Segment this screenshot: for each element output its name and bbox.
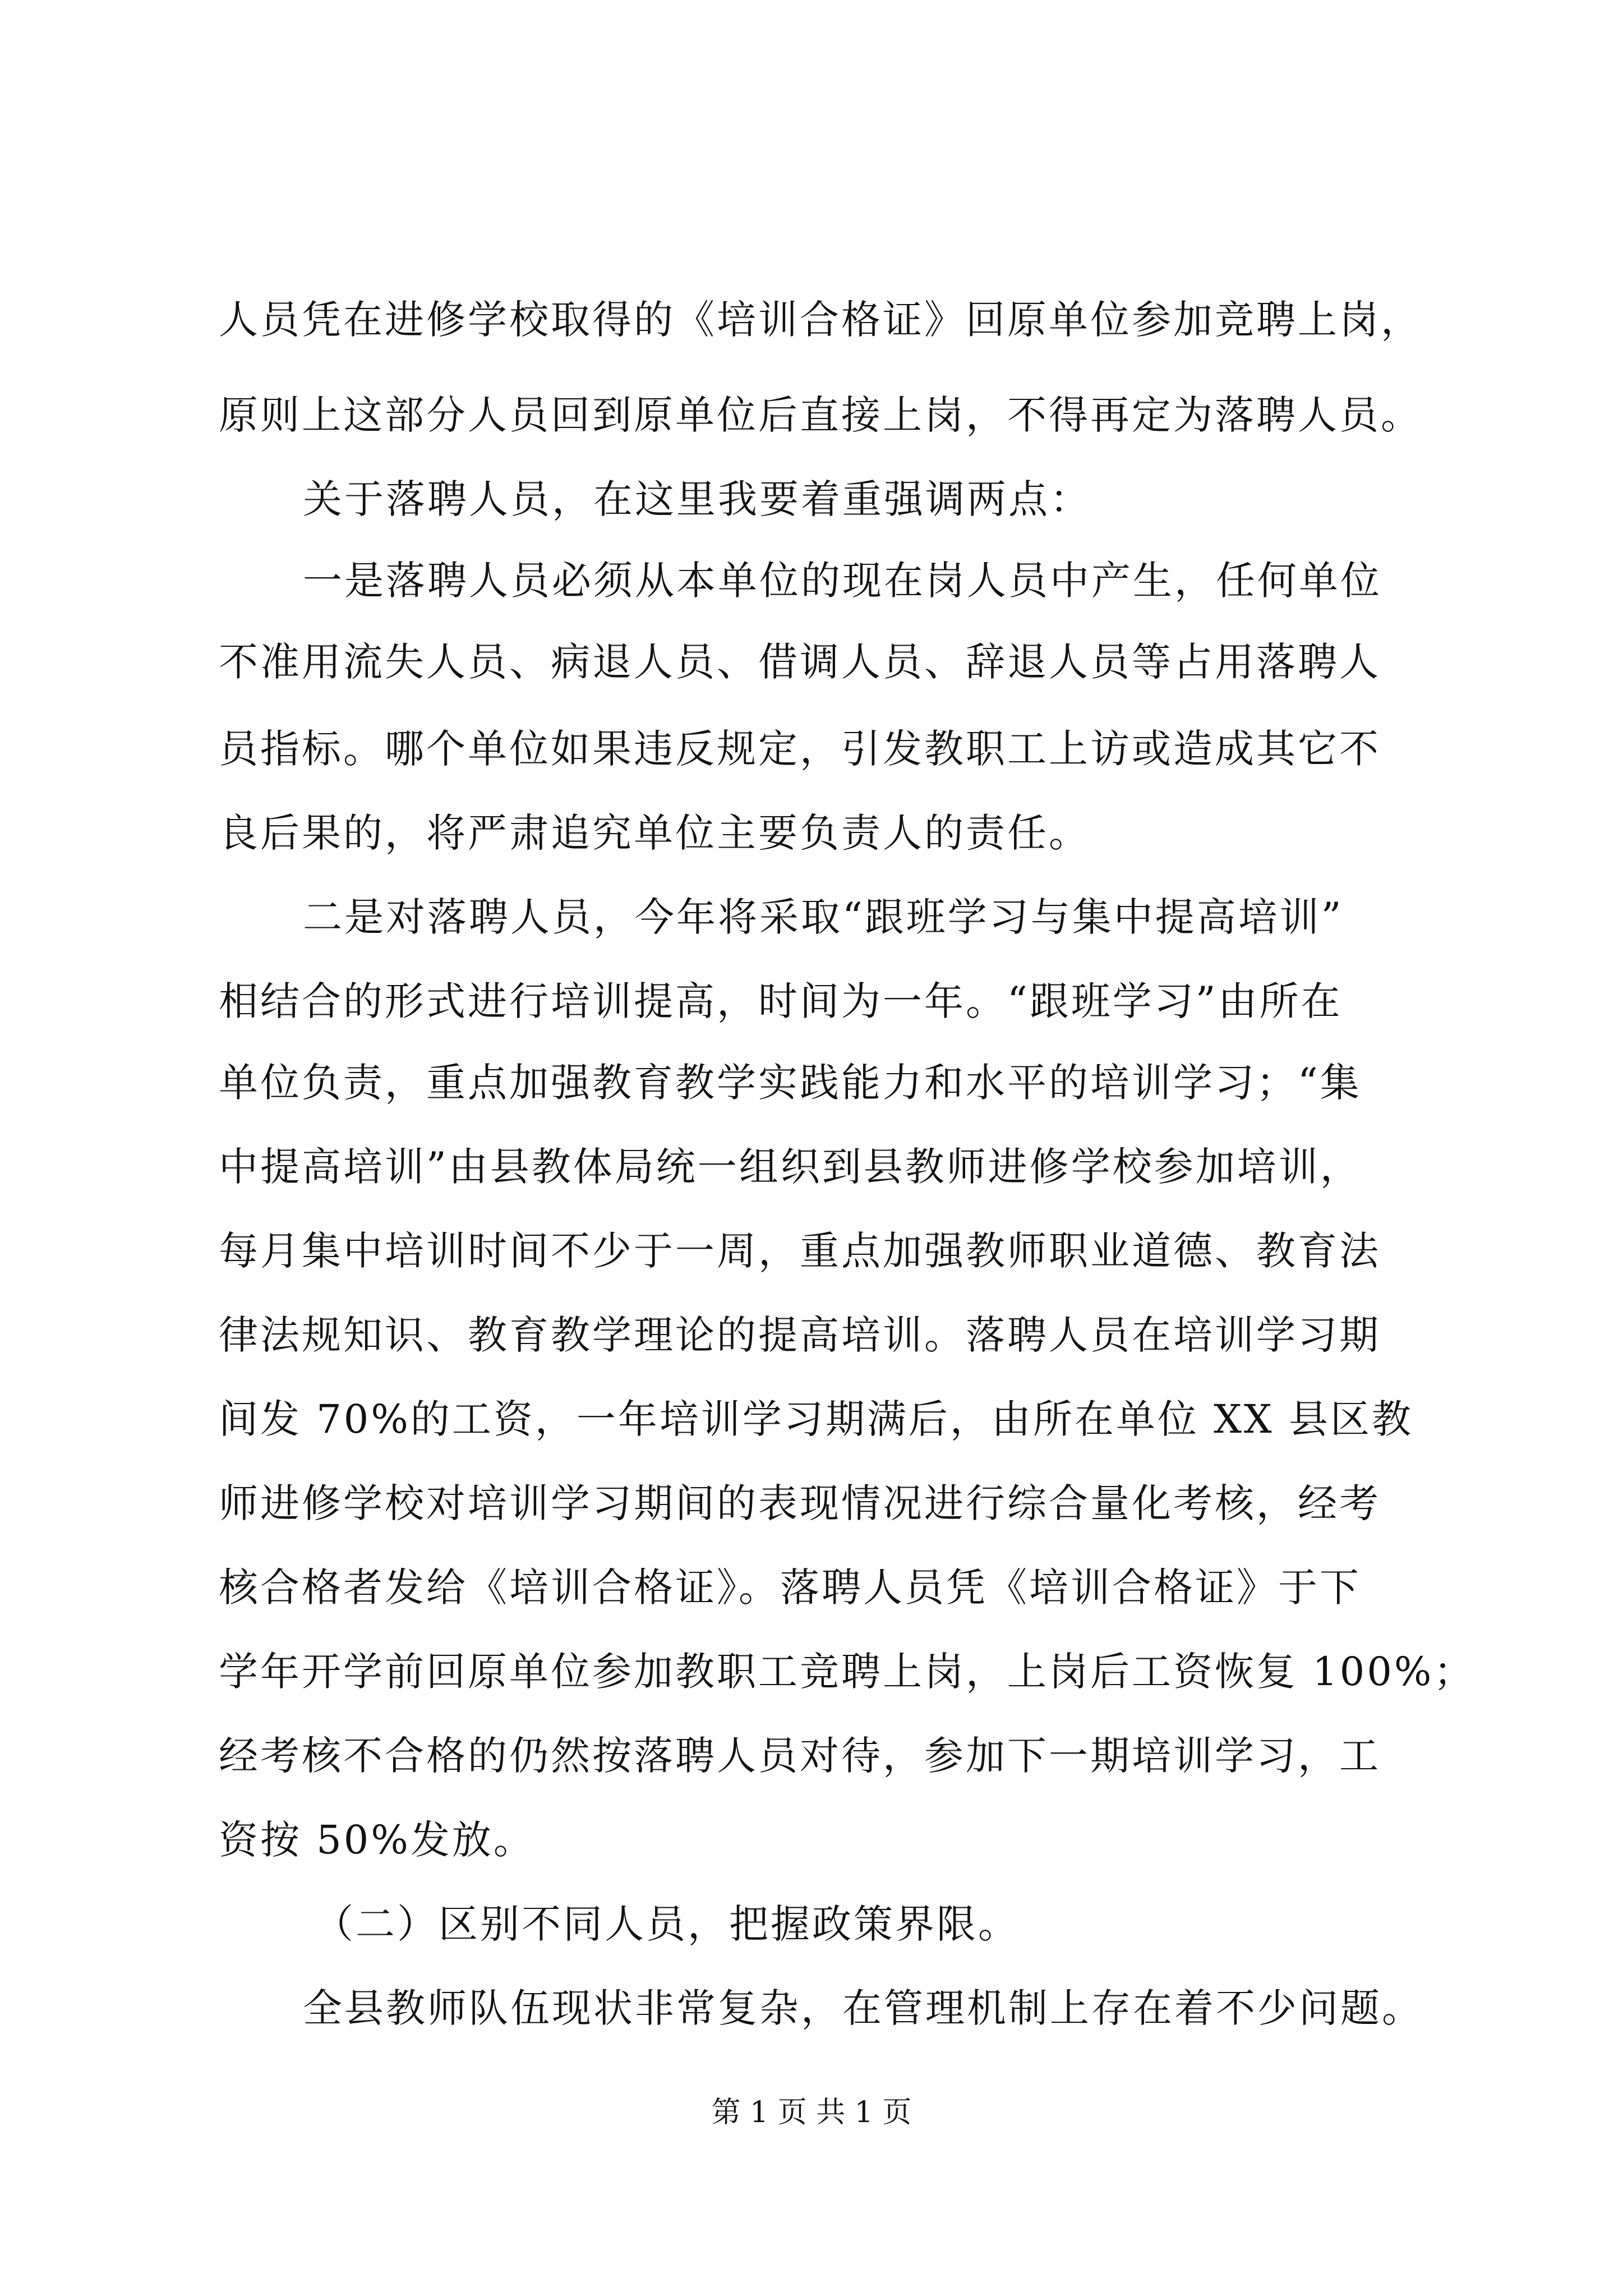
text-line-10: 单位负责，重点加强教育教学实践能力和水平的培训学习；“集	[219, 1060, 1362, 1106]
text-line-9: 相结合的形式进行培训提高，时间为一年。“跟班学习”由所在	[219, 978, 1343, 1024]
text-line-11: 中提高培训”由县教体局统一组织到县教师进修学校参加培训，	[219, 1144, 1362, 1190]
page-number-footer: 第 1 页 共 1 页	[711, 2096, 912, 2129]
text-line-19: 资按 50%发放。	[219, 1817, 535, 1863]
text-line-13: 律法规知识、教育教学理论的提高培训。落聘人员在培训学习期	[219, 1312, 1381, 1358]
text-line-16: 核合格者发给《培训合格证》。落聘人员凭《培训合格证》于下	[219, 1565, 1361, 1611]
text-line-18: 经考核不合格的仍然按落聘人员对待，参加下一期培训学习，工	[219, 1733, 1381, 1779]
text-line-4: 一是落聘人员必须从本单位的现在岗人员中产生，任何单位	[303, 558, 1382, 604]
text-line-6: 员指标。哪个单位如果违反规定，引发教职工上访或造成其它不	[219, 726, 1381, 772]
text-line-2: 原则上这部分人员回到原单位后直接上岗，不得再定为落聘人员。	[219, 392, 1422, 438]
text-line-14: 间发 70%的工资，一年培训学习期满后，由所在单位 XX 县区教	[219, 1396, 1414, 1442]
text-line-7: 良后果的，将严肃追究单位主要负责人的责任。	[219, 810, 1090, 856]
text-line-1: 人员凭在进修学校取得的《培训合格证》回原单位参加竞聘上岗，	[219, 297, 1422, 343]
text-line-17: 学年开学前回原单位参加教职工竞聘上岗，上岗后工资恢复 100%；	[219, 1649, 1476, 1695]
text-line-12: 每月集中培训时间不少于一周，重点加强教师职业道德、教育法	[219, 1228, 1381, 1274]
text-line-15: 师进修学校对培训学习期间的表现情况进行综合量化考核，经考	[219, 1480, 1381, 1526]
text-line-5: 不准用流失人员、病退人员、借调人员、辞退人员等占用落聘人	[219, 639, 1381, 685]
text-line-3: 关于落聘人员，在这里我要着重强调两点：	[303, 476, 1091, 522]
text-line-8: 二是对落聘人员，今年将采取“跟班学习与集中提高培训”	[303, 894, 1344, 940]
section-heading: （二）区别不同人员，把握政策界限。	[314, 1901, 1020, 1947]
text-line-21: 全县教师队伍现状非常复杂，在管理机制上存在着不少问题。	[303, 1985, 1423, 2031]
